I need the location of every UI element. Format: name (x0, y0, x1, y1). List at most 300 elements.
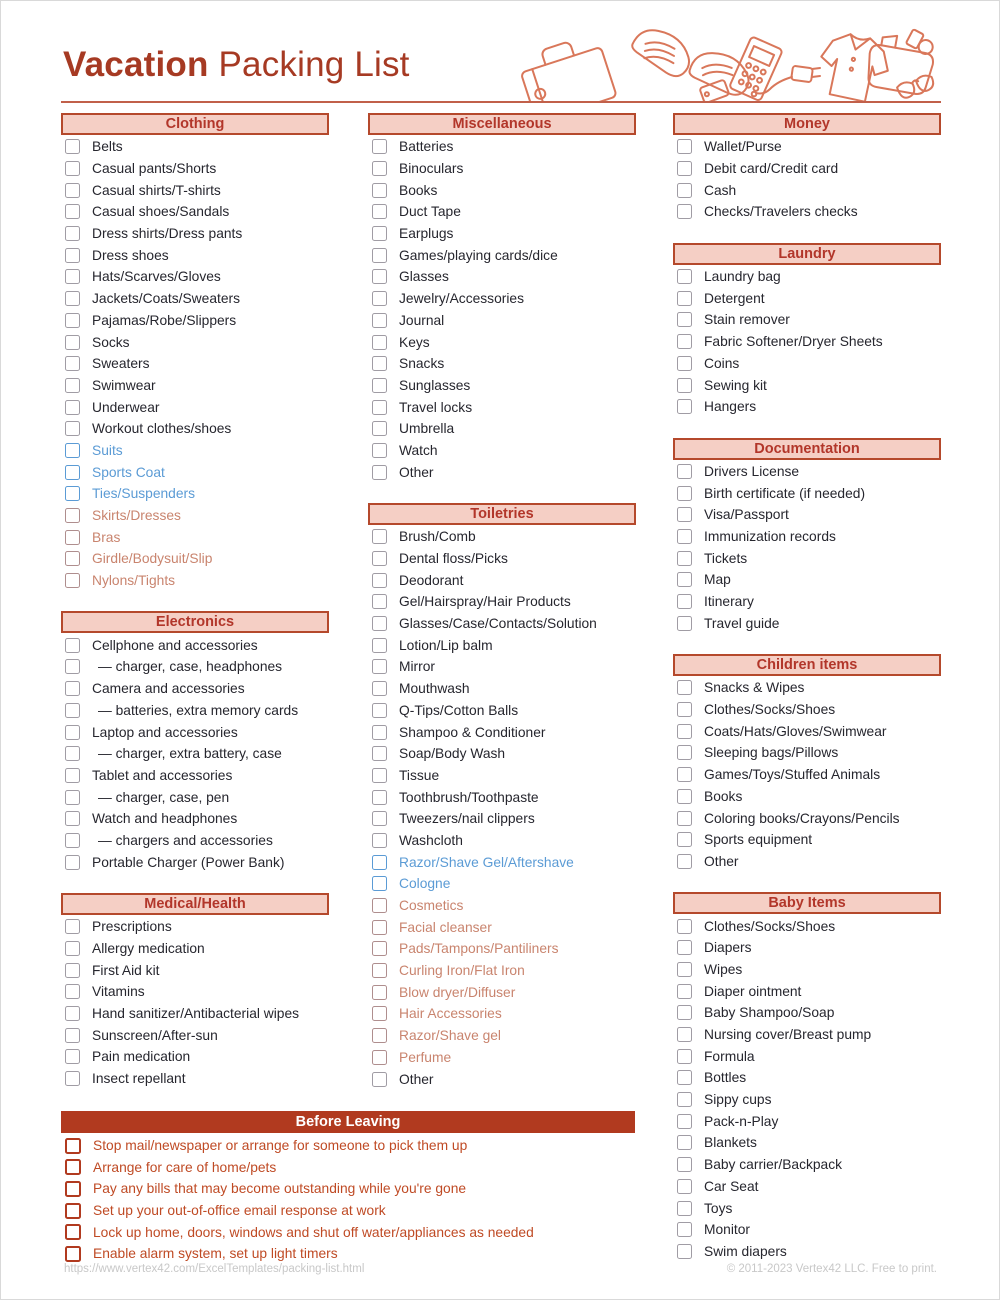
checklist-item (61, 310, 329, 332)
checkbox[interactable] (65, 1203, 81, 1219)
checkbox[interactable] (372, 313, 387, 328)
checkbox[interactable] (677, 789, 692, 804)
checkbox[interactable] (677, 1179, 692, 1194)
checkbox[interactable] (65, 1246, 81, 1262)
checklist-item (368, 678, 636, 700)
item-label: Curling Iron/Flat Iron (399, 963, 525, 979)
checkbox[interactable] (372, 421, 387, 436)
checkbox[interactable] (372, 855, 387, 870)
checkbox[interactable] (372, 898, 387, 913)
checklist-item (673, 136, 941, 158)
checklist-item (673, 959, 941, 981)
checkbox[interactable] (65, 681, 80, 696)
checklist-item (368, 830, 636, 852)
checkbox[interactable] (372, 746, 387, 761)
checkbox[interactable] (677, 161, 692, 176)
item-label: Cash (704, 182, 737, 198)
checklist-item (673, 309, 941, 331)
item-label: Dress shirts/Dress pants (92, 226, 243, 242)
checklist-item (61, 1068, 329, 1090)
item-label: Diaper ointment (704, 983, 802, 999)
checkbox[interactable] (65, 1028, 80, 1043)
item-label: Snacks (399, 356, 445, 372)
checkbox[interactable] (65, 465, 80, 480)
checkbox[interactable] (65, 963, 80, 978)
item-label: Girdle/Bodysuit/Slip (92, 551, 213, 567)
checklist-item (61, 223, 329, 245)
section-header-medical-health: Medical/Health (61, 893, 329, 915)
checklist-item (368, 591, 636, 613)
item-label: Deodorant (399, 572, 464, 588)
item-label: Tickets (704, 550, 748, 566)
checkbox[interactable] (677, 572, 692, 587)
checklist-item (61, 743, 329, 765)
checkbox[interactable] (65, 486, 80, 501)
checklist-item (61, 1243, 635, 1265)
before-leaving-header: Before Leaving (61, 1111, 635, 1133)
checkbox[interactable] (372, 139, 387, 154)
item-label: Games/Toys/Stuffed Animals (704, 767, 881, 783)
checkbox[interactable] (677, 1244, 692, 1259)
checklist-item (368, 960, 636, 982)
item-label: Car Seat (704, 1178, 759, 1194)
checkbox[interactable] (65, 703, 80, 718)
item-label: Suits (92, 442, 123, 458)
checklist-item (368, 396, 636, 418)
checkbox[interactable] (677, 356, 692, 371)
checkbox[interactable] (65, 941, 80, 956)
checkbox[interactable] (677, 832, 692, 847)
checklist-item (61, 396, 329, 418)
checklist-item (61, 461, 329, 483)
checkbox[interactable] (372, 941, 387, 956)
checkbox[interactable] (372, 465, 387, 480)
item-label: Glasses/Case/Contacts/Solution (399, 616, 597, 632)
checkbox[interactable] (372, 529, 387, 544)
checkbox[interactable] (65, 226, 80, 241)
item-label: Pack-n-Play (704, 1113, 779, 1129)
checkbox[interactable] (372, 681, 387, 696)
checklist-item (61, 786, 329, 808)
checkbox[interactable] (677, 551, 692, 566)
checkbox[interactable] (65, 573, 80, 588)
checkbox[interactable] (65, 313, 80, 328)
item-label: Coats/Hats/Gloves/Swimwear (704, 723, 887, 739)
item-label: Swimwear (92, 377, 156, 393)
checkbox[interactable] (677, 291, 692, 306)
item-label: Portable Charger (Power Bank) (92, 854, 285, 870)
checkbox[interactable] (65, 291, 80, 306)
section-money (673, 113, 941, 223)
column-middle (368, 113, 636, 1110)
section-header-toiletries: Toiletries (368, 503, 636, 525)
checklist-item (673, 461, 941, 483)
checkbox[interactable] (65, 443, 80, 458)
checkbox[interactable] (372, 616, 387, 631)
checkbox[interactable] (65, 659, 80, 674)
item-label: Fabric Softener/Dryer Sheets (704, 334, 883, 350)
checkbox[interactable] (65, 746, 80, 761)
checkbox[interactable] (677, 984, 692, 999)
checkbox[interactable] (677, 1049, 692, 1064)
item-label: Mirror (399, 659, 436, 675)
checkbox[interactable] (65, 378, 80, 393)
section-header-clothing: Clothing (61, 113, 329, 135)
item-label: Nursing cover/Breast pump (704, 1027, 872, 1043)
item-label: Tissue (399, 767, 440, 783)
checkbox[interactable] (677, 183, 692, 198)
item-label: Sewing kit (704, 377, 767, 393)
checkbox[interactable] (65, 1138, 81, 1154)
checklist-item (673, 1110, 941, 1132)
checklist-item (61, 201, 329, 223)
checkbox[interactable] (677, 594, 692, 609)
page-title-bold: Vacation (63, 45, 209, 84)
checklist-item (368, 613, 636, 635)
item-label: Hair Accessories (399, 1006, 502, 1022)
section-laundry (673, 243, 941, 418)
checklist-item (673, 547, 941, 569)
checkbox[interactable] (372, 269, 387, 284)
item-label: Blankets (704, 1135, 757, 1151)
checkbox[interactable] (677, 269, 692, 284)
checklist-item (673, 937, 941, 959)
item-label: Wallet/Purse (704, 139, 782, 155)
checklist-item (673, 1154, 941, 1176)
checklist-item (673, 677, 941, 699)
item-label: Stop mail/newspaper or arrange for someone to pick them up (93, 1138, 468, 1154)
travel-illustration (506, 11, 941, 108)
item-label: Razor/Shave Gel/Aftershave (399, 854, 574, 870)
item-label: Lotion/Lip balm (399, 637, 493, 653)
checkbox[interactable] (677, 1201, 692, 1216)
checklist-item (673, 374, 941, 396)
checkbox[interactable] (677, 1005, 692, 1020)
checkbox[interactable] (677, 767, 692, 782)
checklist-item (673, 1176, 941, 1198)
checklist-item (61, 375, 329, 397)
item-label: Pads/Tampons/Pantiliners (399, 941, 559, 957)
checklist-item (61, 634, 329, 656)
checkbox[interactable] (677, 529, 692, 544)
checklist-item (61, 808, 329, 830)
checklist-item (368, 1025, 636, 1047)
checkbox[interactable] (372, 204, 387, 219)
checklist-item (368, 375, 636, 397)
checkbox[interactable] (372, 963, 387, 978)
checklist-item (61, 570, 329, 592)
checkbox[interactable] (65, 248, 80, 263)
checklist-item (368, 526, 636, 548)
item-label: Swim diapers (704, 1243, 787, 1259)
checkbox[interactable] (677, 334, 692, 349)
section-electronics (61, 611, 329, 873)
checkbox[interactable] (677, 1157, 692, 1172)
checkbox[interactable] (372, 768, 387, 783)
checklist-item (368, 851, 636, 873)
item-label: Watch (399, 442, 438, 458)
checkbox[interactable] (65, 335, 80, 350)
checklist-item (61, 1135, 635, 1157)
checkbox[interactable] (372, 291, 387, 306)
section-toiletries (368, 503, 636, 1090)
item-label: Clothes/Socks/Shoes (704, 702, 836, 718)
checklist-item (673, 612, 941, 634)
checkbox[interactable] (65, 139, 80, 154)
checkbox[interactable] (65, 768, 80, 783)
item-label: First Aid kit (92, 962, 160, 978)
checkbox[interactable] (65, 530, 80, 545)
checklist-item (673, 331, 941, 353)
checkbox[interactable] (372, 573, 387, 588)
checkbox[interactable] (677, 1135, 692, 1150)
checklist-item (368, 418, 636, 440)
section-header-miscellaneous: Miscellaneous (368, 113, 636, 135)
checklist-item (61, 700, 329, 722)
checkbox[interactable] (65, 1181, 81, 1197)
item-label: Jackets/Coats/Sweaters (92, 291, 240, 307)
checkbox[interactable] (372, 985, 387, 1000)
item-label: — charger, extra battery, case (98, 746, 282, 762)
item-label: Sunscreen/After-sun (92, 1027, 218, 1043)
checkbox[interactable] (65, 1006, 80, 1021)
item-label: Gel/Hairspray/Hair Products (399, 594, 571, 610)
checkbox[interactable] (677, 507, 692, 522)
item-label: Games/playing cards/dice (399, 247, 558, 263)
checkbox[interactable] (65, 1071, 80, 1086)
checkbox[interactable] (677, 940, 692, 955)
checkbox[interactable] (65, 984, 80, 999)
checklist-item (673, 526, 941, 548)
checkbox[interactable] (372, 876, 387, 891)
item-label: Insect repellant (92, 1071, 186, 1087)
checklist-item (368, 288, 636, 310)
item-label: Toothbrush/Toothpaste (399, 789, 539, 805)
checkbox[interactable] (65, 269, 80, 284)
item-label: Baby carrier/Backpack (704, 1157, 843, 1173)
checkbox[interactable] (65, 638, 80, 653)
item-label: Razor/Shave gel (399, 1028, 502, 1044)
item-label: Detergent (704, 290, 765, 306)
item-label: Hats/Scarves/Gloves (92, 269, 221, 285)
checkbox[interactable] (65, 1224, 81, 1240)
checkbox[interactable] (677, 745, 692, 760)
checklist-item (61, 959, 329, 981)
checklist-item (61, 938, 329, 960)
checkbox[interactable] (677, 616, 692, 631)
item-label: Underwear (92, 399, 160, 415)
checkbox[interactable] (372, 161, 387, 176)
item-label: Blow dryer/Diffuser (399, 984, 516, 1000)
section-documentation (673, 438, 941, 635)
item-label: Debit card/Credit card (704, 161, 839, 177)
checkbox[interactable] (677, 204, 692, 219)
item-label: Travel guide (704, 615, 780, 631)
checkbox[interactable] (372, 1028, 387, 1043)
checkbox[interactable] (65, 1159, 81, 1175)
checkbox[interactable] (677, 1070, 692, 1085)
checkbox[interactable] (372, 638, 387, 653)
checkbox[interactable] (65, 790, 80, 805)
item-label: Baby Shampoo/Soap (704, 1005, 835, 1021)
checkbox[interactable] (372, 594, 387, 609)
checklist-item (61, 1003, 329, 1025)
checkbox[interactable] (372, 920, 387, 935)
checklist-item (368, 1047, 636, 1069)
item-label: Binoculars (399, 161, 464, 177)
item-label: Soap/Body Wash (399, 746, 506, 762)
checkbox[interactable] (65, 161, 80, 176)
item-label: Stain remover (704, 312, 790, 328)
checklist-item (61, 548, 329, 570)
checklist-item (61, 851, 329, 873)
checklist-item (61, 505, 329, 527)
checklist-item (61, 244, 329, 266)
checkbox[interactable] (372, 659, 387, 674)
checkbox[interactable] (372, 443, 387, 458)
checkbox[interactable] (677, 378, 692, 393)
checklist-item (61, 916, 329, 938)
checklist-item (61, 418, 329, 440)
checkbox[interactable] (372, 725, 387, 740)
checkbox[interactable] (677, 919, 692, 934)
checkbox[interactable] (65, 725, 80, 740)
item-label: Immunization records (704, 528, 836, 544)
checklist-item (673, 179, 941, 201)
item-label: Pay any bills that may become outstanding while you're gone (93, 1181, 467, 1197)
checklist-item (61, 440, 329, 462)
checkbox[interactable] (372, 790, 387, 805)
item-label: Sippy cups (704, 1092, 772, 1108)
checklist-item (673, 504, 941, 526)
item-label: Keys (399, 334, 430, 350)
checkbox[interactable] (372, 248, 387, 263)
header-divider (61, 101, 941, 103)
item-label: Laptop and accessories (92, 724, 238, 740)
checkbox[interactable] (65, 400, 80, 415)
section-header-documentation: Documentation (673, 438, 941, 460)
item-label: Prescriptions (92, 919, 172, 935)
checklist-item (368, 743, 636, 765)
checklist-item (673, 287, 941, 309)
item-label: Umbrella (399, 421, 455, 437)
checkbox[interactable] (65, 919, 80, 934)
item-label: Hand sanitizer/Antibacterial wipes (92, 1006, 300, 1022)
checklist-item (368, 721, 636, 743)
checkbox[interactable] (372, 226, 387, 241)
checkbox[interactable] (372, 400, 387, 415)
checkbox[interactable] (677, 811, 692, 826)
checkbox[interactable] (677, 854, 692, 869)
checklist-item (368, 656, 636, 678)
item-label: Casual pants/Shorts (92, 161, 217, 177)
checkbox[interactable] (372, 703, 387, 718)
checkbox[interactable] (65, 855, 80, 870)
checkbox[interactable] (372, 833, 387, 848)
checklist-item (673, 786, 941, 808)
item-label: Birth certificate (if needed) (704, 485, 866, 501)
checklist-item (673, 201, 941, 223)
checkbox[interactable] (65, 508, 80, 523)
checkbox[interactable] (65, 421, 80, 436)
checkbox[interactable] (372, 356, 387, 371)
checkbox[interactable] (372, 1050, 387, 1065)
item-label: Perfume (399, 1049, 452, 1065)
checkbox[interactable] (677, 1114, 692, 1129)
checkbox[interactable] (677, 962, 692, 977)
item-label: Other (399, 1071, 434, 1087)
section-header-laundry: Laundry (673, 243, 941, 265)
item-label: Bottles (704, 1070, 747, 1086)
item-label: Casual shoes/Sandals (92, 204, 230, 220)
checkbox[interactable] (677, 1027, 692, 1042)
checklist-item (61, 721, 329, 743)
item-label: Brush/Comb (399, 529, 476, 545)
checkbox[interactable] (65, 551, 80, 566)
checkbox[interactable] (65, 833, 80, 848)
checkbox[interactable] (65, 356, 80, 371)
item-label: Enable alarm system, set up light timers (93, 1246, 338, 1262)
checklist-item (61, 656, 329, 678)
checklist-item (368, 569, 636, 591)
checklist-item (61, 331, 329, 353)
checkbox[interactable] (677, 464, 692, 479)
checklist-item (61, 1024, 329, 1046)
checkbox[interactable] (677, 399, 692, 414)
checkbox[interactable] (677, 702, 692, 717)
section-header-children-items: Children items (673, 654, 941, 676)
checkbox[interactable] (677, 312, 692, 327)
checkbox[interactable] (65, 1049, 80, 1064)
checkbox[interactable] (677, 1092, 692, 1107)
section-header-electronics: Electronics (61, 611, 329, 633)
checkbox[interactable] (65, 811, 80, 826)
checklist-item (673, 1241, 941, 1263)
checkbox[interactable] (677, 139, 692, 154)
item-label: Allergy medication (92, 941, 205, 957)
checkbox[interactable] (65, 204, 80, 219)
checkbox[interactable] (372, 811, 387, 826)
checkbox[interactable] (677, 724, 692, 739)
checklist-item (61, 353, 329, 375)
item-label: — charger, case, headphones (98, 659, 283, 675)
checkbox[interactable] (372, 335, 387, 350)
checkbox[interactable] (372, 1006, 387, 1021)
checklist-item (61, 1046, 329, 1068)
checklist-item (368, 201, 636, 223)
checkbox[interactable] (372, 551, 387, 566)
checklist-item (368, 873, 636, 895)
checklist-item (368, 938, 636, 960)
section-medical-health (61, 893, 329, 1090)
checklist-item (673, 1197, 941, 1219)
checklist-item (673, 353, 941, 375)
checkbox[interactable] (677, 1222, 692, 1237)
checkbox[interactable] (65, 183, 80, 198)
checkbox[interactable] (372, 1072, 387, 1087)
checklist-item (673, 482, 941, 504)
checklist-item (368, 179, 636, 201)
section-children-items (673, 654, 941, 872)
checkbox[interactable] (677, 680, 692, 695)
checkbox[interactable] (372, 183, 387, 198)
checklist-item (61, 288, 329, 310)
checklist-item (673, 591, 941, 613)
checkbox[interactable] (372, 378, 387, 393)
item-label: Q-Tips/Cotton Balls (399, 702, 519, 718)
checkbox[interactable] (677, 486, 692, 501)
checklist-item (61, 678, 329, 700)
